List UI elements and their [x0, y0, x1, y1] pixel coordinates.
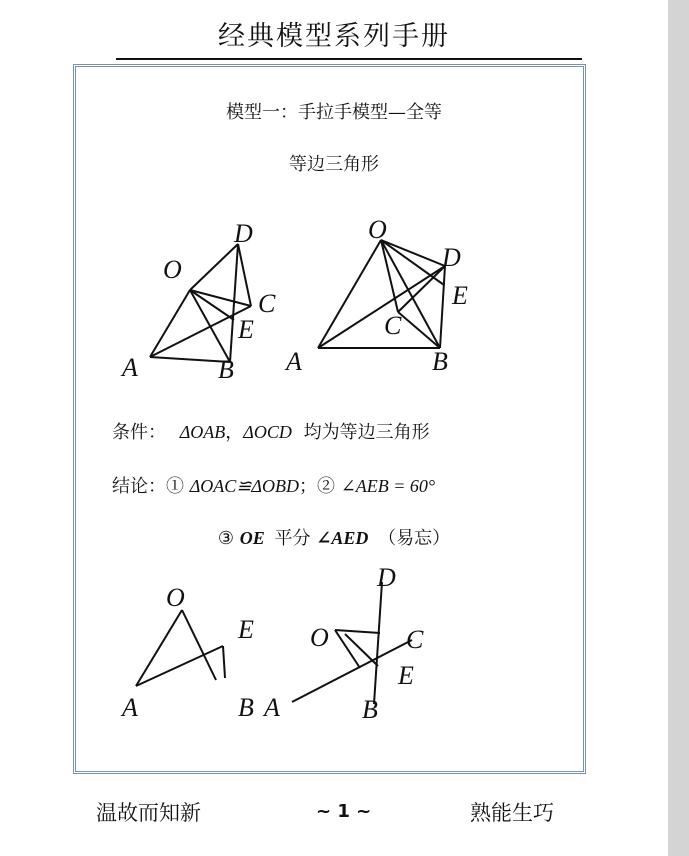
figure-3-diagram [110, 578, 270, 728]
condition-line [112, 418, 430, 444]
label-D: D [377, 563, 396, 592]
edge-CB [398, 312, 440, 348]
label-O: O [368, 215, 387, 244]
label-C: C [406, 625, 424, 654]
edge-OC [335, 630, 380, 633]
label-O: O [163, 255, 182, 284]
edge-DB [374, 582, 382, 704]
conclusion-angle-aed: ∠AED [316, 528, 369, 548]
conclusion-number-2: ② [316, 476, 335, 497]
label-B: B [218, 355, 234, 384]
condition-text: 均为等边三角形 [303, 422, 430, 443]
conclusion-number-3: ③ [217, 528, 235, 549]
figure-4-diagram [262, 558, 442, 728]
figure-1-diagram [110, 212, 290, 387]
conclusion-segment-oe: OE [239, 528, 265, 548]
condition-separator: ， [225, 422, 244, 443]
edge-OB [182, 610, 216, 680]
section-subtitle: 等边三角形 [289, 154, 379, 175]
label-O: O [166, 583, 185, 612]
condition-label: 条件： [112, 422, 166, 443]
label-C: C [384, 311, 402, 340]
label-C: C [258, 289, 276, 318]
label-A: A [286, 347, 302, 376]
figure-2-diagram [278, 208, 508, 383]
condition-triangle-oab: ΔOAB [179, 422, 226, 442]
condition-triangle-ocd: ΔOCD [243, 422, 292, 442]
edge-AO [318, 240, 381, 348]
conclusion-separator: ； [298, 476, 317, 497]
conclusion-number-1: ① [166, 476, 184, 497]
edge-DB [440, 266, 445, 348]
conclusion-line [112, 472, 435, 498]
edge-EB [223, 646, 225, 678]
scrollbar[interactable] [668, 0, 689, 856]
label-B: B [432, 347, 448, 376]
footer-left-text: 温故而知新 [96, 801, 201, 825]
edge-CD [398, 266, 445, 312]
section-title: 模型一：手拉手模型—全等 [226, 102, 442, 123]
label-E: E [238, 615, 254, 644]
conclusion-label: 结论： [112, 476, 166, 497]
conclusion-congruence: ΔOAC≌ΔOBD [189, 476, 299, 496]
label-A: A [264, 693, 280, 722]
edge-OD [190, 244, 238, 290]
edge-OE [190, 290, 234, 320]
footer-right-text: 熟能生巧 [470, 801, 554, 825]
label-A: A [122, 693, 138, 722]
label-O: O [310, 623, 329, 652]
edge-OC [190, 290, 251, 306]
edge-DC [238, 244, 251, 306]
label-D: D [442, 243, 461, 272]
conclusion-bisect-text: 平分 [274, 528, 311, 549]
label-E: E [238, 315, 254, 344]
label-E: E [452, 281, 468, 310]
label-B: B [362, 695, 378, 724]
header-divider [116, 58, 582, 60]
label-E: E [398, 661, 414, 690]
label-D: D [234, 219, 253, 248]
page-title: 经典模型系列手册 [218, 21, 450, 52]
conclusion-angle: ∠AEB = 60° [340, 476, 436, 496]
edge-inner [345, 634, 378, 666]
conclusion-line-3 [0, 524, 668, 550]
conclusion-note: （易忘） [378, 528, 451, 549]
label-B: B [238, 693, 254, 722]
footer-page-number: ~ 1 ~ [316, 801, 372, 822]
label-A: A [122, 353, 138, 382]
